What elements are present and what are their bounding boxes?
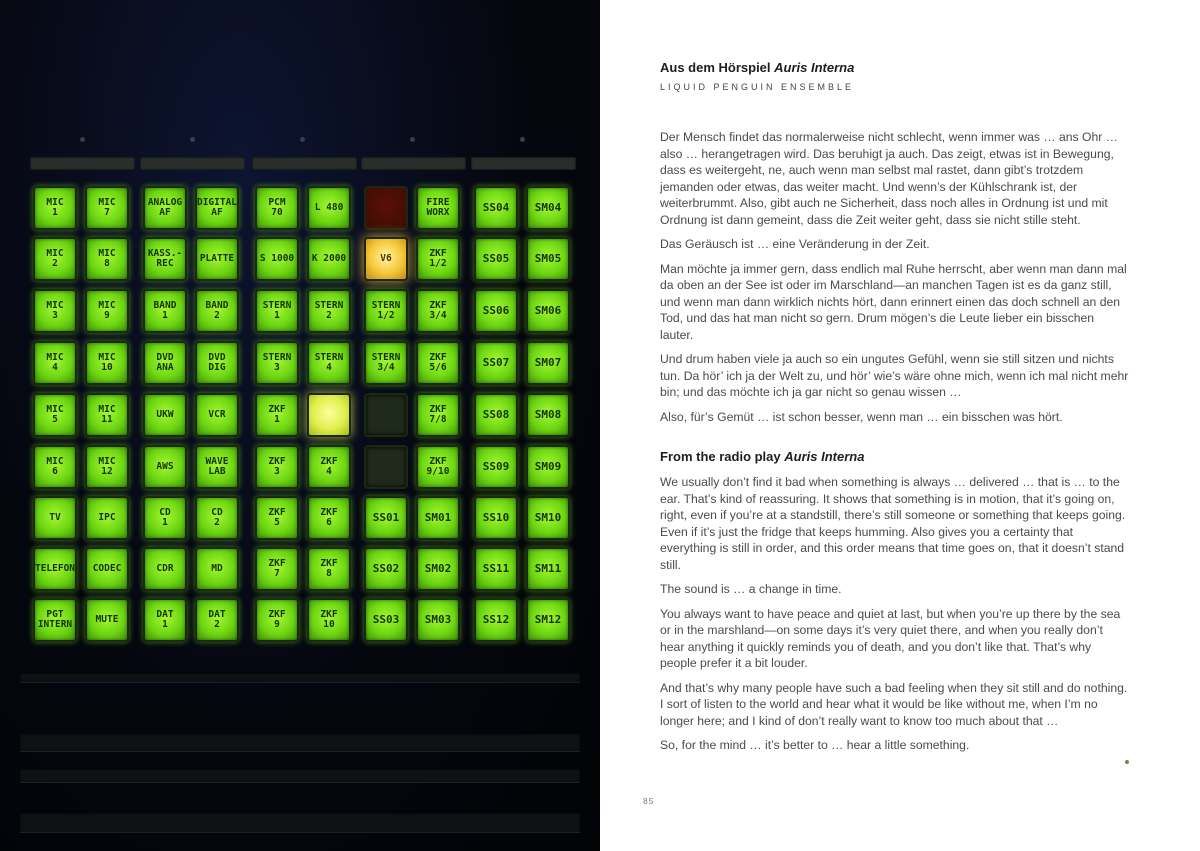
console-button: CD 1 (143, 496, 187, 540)
console-button: L 480 (307, 186, 351, 230)
console-button (307, 393, 351, 437)
ensemble-name: LIQUID PENGUIN ENSEMBLE (660, 82, 855, 92)
console-button: ZKF 3/4 (416, 289, 460, 333)
console-button: ZKF 7 (255, 547, 299, 591)
english-paragraph: So, for the mind … it’s better to … hear a little something. (660, 738, 970, 752)
console-button: PCM 70 (255, 186, 299, 230)
console-button: BAND 1 (143, 289, 187, 333)
screw (410, 137, 415, 142)
console-button: VCR (195, 393, 239, 437)
console-button: MUTE (85, 598, 129, 642)
console-button: SM11 (526, 547, 570, 591)
console-button: AWS (143, 445, 187, 489)
console-button: SS08 (474, 393, 518, 437)
console-button: CD 2 (195, 496, 239, 540)
console-button: STERN 3 (255, 341, 299, 385)
console-button (364, 445, 408, 489)
console-button: ZKF 1/2 (416, 237, 460, 281)
console-button: CDR (143, 547, 187, 591)
german-paragraph: Und drum haben viele ja auch so ein ungutes Gefühl, wenn sie still sitzen und nichts tun. Da hör’ ich ja der Welt zu, und hör’ wie’s wäre ohne mich, wenn ich mal nicht mehr bin; und das möchte ich ja gar nicht so genau wissen … (660, 352, 1129, 399)
console-button: ZKF 5 (255, 496, 299, 540)
english-paragraph: We usually don’t find it bad when something is always … delivered … that is … to the ear. That’s kind of reassuring. It shows that something is in motion, that it’s going on, right, even if you’re at a standstill, there’s still someone or something that keeps going. Even if it’s just the fridge that keeps humming. Also gives you a certainty that everything is still in order, and this order means that time goes on, that it doesn’t stand still. (660, 475, 1126, 572)
console-button (364, 393, 408, 437)
english-paragraph: The sound is … a change in time. (660, 582, 842, 596)
heading-english-title: Auris Interna (784, 449, 865, 464)
console-button: PGT INTERN (33, 598, 77, 642)
german-paragraph: Das Geräusch ist … eine Veränderung in der Zeit. (660, 237, 930, 251)
console-button: ZKF 3 (255, 445, 299, 489)
english-paragraph: You always want to have peace and quiet at last, but when you’re up there by the sea or in the marshland—on some days it’s very quiet there, and when you really don’t hear anything it quickly reminds you of death, and you don’t like that. That’s why people prefer it a bit louder. (660, 606, 1121, 670)
console-button: DVD DIG (195, 341, 239, 385)
console-button: MIC 11 (85, 393, 129, 437)
group-label-strip (361, 157, 466, 170)
console-button: MIC 1 (33, 186, 77, 230)
console-button: SM09 (526, 445, 570, 489)
group-label-strip (252, 157, 357, 170)
console-button: MIC 10 (85, 341, 129, 385)
console-button: MIC 4 (33, 341, 77, 385)
console-button: SM02 (416, 547, 460, 591)
console-button: SS10 (474, 496, 518, 540)
console-button: UKW (143, 393, 187, 437)
console-button: SS07 (474, 341, 518, 385)
console-button: SM07 (526, 341, 570, 385)
heading-german-prefix: Aus dem Hörspiel (660, 60, 775, 75)
console-button: DAT 2 (195, 598, 239, 642)
console-rail (20, 812, 580, 832)
console-button: SS12 (474, 598, 518, 642)
console-button: DVD ANA (143, 341, 187, 385)
console-button: SM08 (526, 393, 570, 437)
console-button: TELEFON (33, 547, 77, 591)
console-button: SS03 (364, 598, 408, 642)
console-button: MIC 3 (33, 289, 77, 333)
console-button: ZKF 9/10 (416, 445, 460, 489)
console-button: SS04 (474, 186, 518, 230)
console-button: MIC 7 (85, 186, 129, 230)
heading-english-prefix: From the radio play (660, 449, 785, 464)
page-number: 85 (643, 796, 655, 806)
heading-english (660, 449, 1130, 464)
english-paragraph: And that’s why many people have such a bad feeling when they sit still and do nothing. I sort of listen to the world and hear what it would be like without me, when I’m no longer here; and I kind of don’t really want to know too much about that … (660, 680, 1128, 728)
console-button: SM10 (526, 496, 570, 540)
console-button: ANALOG AF (143, 186, 187, 230)
console-button: MIC 2 (33, 237, 77, 281)
console-button: SM12 (526, 598, 570, 642)
console-rail (20, 733, 580, 751)
console-button: SS05 (474, 237, 518, 281)
console-button: SM06 (526, 289, 570, 333)
console-button: SM03 (416, 598, 460, 642)
console-button: IPC (85, 496, 129, 540)
console-button: ZKF 6 (307, 496, 351, 540)
console-button: SM01 (416, 496, 460, 540)
console-button: ZKF 8 (307, 547, 351, 591)
console-button: KASS.- REC (143, 237, 187, 281)
console-button: WAVE LAB (195, 445, 239, 489)
console-button: SS06 (474, 289, 518, 333)
screw (300, 137, 305, 142)
console-button: S 1000 (255, 237, 299, 281)
heading-german-title: Auris Interna (774, 60, 855, 75)
screw (190, 137, 195, 142)
group-label-strip (471, 157, 576, 170)
german-paragraph: Also, für’s Gemüt … ist schon besser, wenn man … ein bisschen was hört. (660, 409, 1063, 424)
german-paragraph: Der Mensch findet das normalerweise nicht schlecht, wenn immer was … ans Ohr … also … herangetragen wird. Das beruhigt ja auch. Das zeigt, etwas ist in Bewegung, dass es weitergeht, ne, auch wenn man selbst mal rastet, dann gibt’s trotzdem jemanden oder etwas, das weiter macht. Und wenn’s der Kühlschrank ist, der weiterbrummt. Also, gibt auch ne Sicherheit, dass noch alles in Ordnung ist und mit Ordnung ist dann gemeint, dass die Zeit weiter geht, dass sie nicht stille steht. (660, 130, 1118, 227)
console-button: FIRE WORX (416, 186, 460, 230)
console-button: MIC 8 (85, 237, 129, 281)
console-button: STERN 3/4 (364, 341, 408, 385)
console-button: SM05 (526, 237, 570, 281)
console-button: SS11 (474, 547, 518, 591)
text-column (660, 60, 1130, 762)
console-button: MIC 12 (85, 445, 129, 489)
console-button: ZKF 9 (255, 598, 299, 642)
console-button: MIC 6 (33, 445, 77, 489)
console-button: ZKF 10 (307, 598, 351, 642)
screw (80, 137, 85, 142)
console-button: SS01 (364, 496, 408, 540)
console-button: MIC 5 (33, 393, 77, 437)
console-button: STERN 4 (307, 341, 351, 385)
group-label-strip (30, 157, 135, 170)
end-mark-dot (1125, 760, 1129, 764)
console-button: V6 (364, 237, 408, 281)
screw (520, 137, 525, 142)
german-paragraph: Man möchte ja immer gern, dass endlich mal Ruhe herrscht, aber wenn man dann mal da oben an der See ist oder im Marschland—an manchen Tagen ist es da ganz still, und wenn man dann wirklich nichts hört, dann erinnert einen das doch schnell an den Tod, und das hat man nicht so gern. Drum mögen’s die Leute lieber ein bisschen lauter. (660, 261, 1127, 342)
console-button: DIGITAL AF (195, 186, 239, 230)
console-rail (20, 768, 580, 782)
console-button: STERN 2 (307, 289, 351, 333)
console-button: PLATTE (195, 237, 239, 281)
console-button: CODEC (85, 547, 129, 591)
console-button: STERN 1/2 (364, 289, 408, 333)
console-button: SS09 (474, 445, 518, 489)
console-button (364, 186, 408, 230)
console-button: ZKF 4 (307, 445, 351, 489)
heading-german (660, 60, 1130, 75)
console-button: ZKF 1 (255, 393, 299, 437)
group-label-strip (140, 157, 245, 170)
console-rail (20, 672, 580, 682)
console-button: ZKF 5/6 (416, 341, 460, 385)
console-button: MD (195, 547, 239, 591)
console-button: SM04 (526, 186, 570, 230)
console-button: SS02 (364, 547, 408, 591)
console-button: MIC 9 (85, 289, 129, 333)
console-button: DAT 1 (143, 598, 187, 642)
console-button: STERN 1 (255, 289, 299, 333)
console-button: K 2000 (307, 237, 351, 281)
console-button: ZKF 7/8 (416, 393, 460, 437)
console-button: TV (33, 496, 77, 540)
console-button: BAND 2 (195, 289, 239, 333)
